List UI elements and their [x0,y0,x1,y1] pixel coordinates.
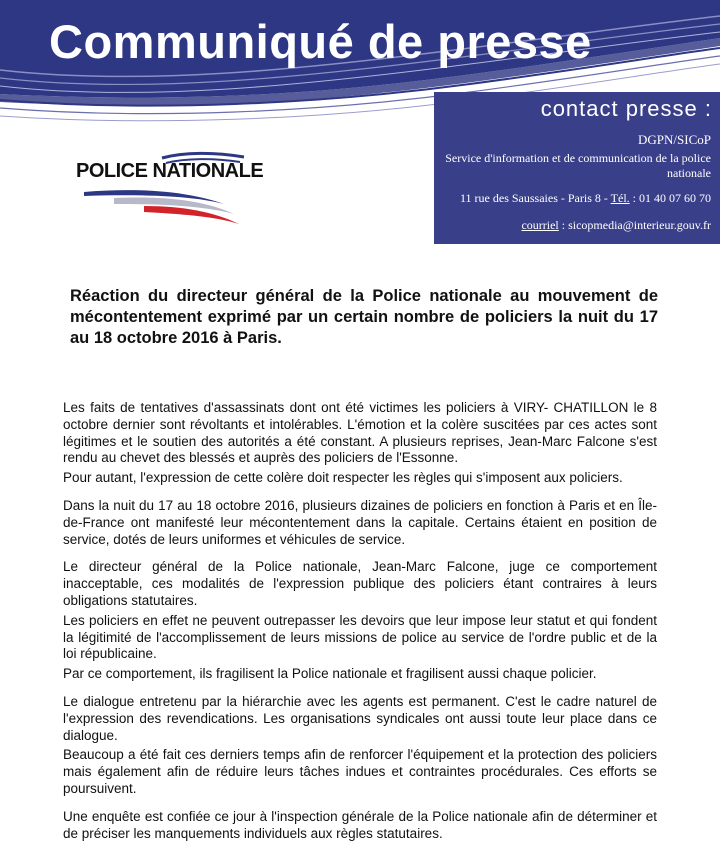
contact-mail-value: : sicopmedia@interieur.gouv.fr [558,218,711,232]
logo-text: POLICE NATIONALE [76,160,264,182]
contact-mail-line [521,218,711,233]
contact-address-line [460,191,711,206]
paragraph: Une enquête est confiée ce jour à l'inspection générale de la Police nationale afin de déterminer et de préciser les manquements individuels aux règles statutaires. [63,808,657,841]
paragraph: Le dialogue entretenu par la hiérarchie avec les agents est permanent. C'est le cadre naturel de l'expression des revendications. Les organisations syndicales ont aussi toute leur place dans ce dialogue. [63,693,657,743]
paragraph: Pour autant, l'expression de cette colère doit respecter les règles qui s'imposent aux policiers. [63,470,623,486]
contact-box [434,92,720,244]
contact-org: DGPN/SICoP [638,132,711,147]
paragraph: Dans la nuit du 17 au 18 octobre 2016, plusieurs dizaines de policiers en fonction à Paris et en Île-de-France ont manifesté leur mécontentement dans la capitale. Certains étaient en position de service, dotés de leurs uniformes et véhicules de service. [63,497,657,547]
headline: Réaction du directeur général de la Police nationale au mouvement de mécontentement exprimé par un certain nombre de policiers la nuit du 17 au 18 octobre 2016 à Paris. [70,287,658,347]
contact-service: Service d'information et de communication de la police nationale [445,151,711,180]
paragraph: Le directeur général de la Police nationale, Jean-Marc Falcone, juge ce comportement inacceptable, ces modalités de l'expression publique des policiers étant contraires à leurs obligations statutaires. [63,559,657,608]
contact-title: contact presse : [540,96,712,121]
page-title: Communiqué de presse [49,15,592,68]
paragraph: Par ce comportement, ils fragilisent la Police nationale et fragilisent aussi chaque policier. [63,666,597,682]
police-nationale-logo [74,148,314,228]
paragraph: Beaucoup a été fait ces derniers temps afin de renforcer l'équipement et la protection des policiers mais également afin de réduire leurs tâches indues et contraintes procédurales. Ces efforts se poursuivent. [63,747,657,796]
contact-mail-label: courriel [521,218,559,232]
contact-tel-label: Tél. [610,191,630,205]
contact-tel-value: : 01 40 07 60 70 [629,191,711,205]
body-text [63,400,657,853]
paragraph: Les faits de tentatives d'assassinats dont ont été victimes les policiers à VIRY- CHATILLON le 8 octobre dernier sont révoltants et intolérables. L'émotion et la colère suscitées par ces actes sont légitimes et le soutien des autorités a été constant. A plusieurs reprises, Jean-Marc Falcone s'est rendu au chevet des blessés et auprès des policiers de l'Essonne. [63,400,657,466]
paragraph: Les policiers en effet ne peuvent outrepasser les devoirs que leur impose leur statut et qui fondent la légitimité de l'accomplissement de leurs missions de police au service de l'ordre public et de la loi républicaine. [63,612,657,662]
contact-address: 11 rue des Saussaies - Paris 8 - [460,191,611,205]
